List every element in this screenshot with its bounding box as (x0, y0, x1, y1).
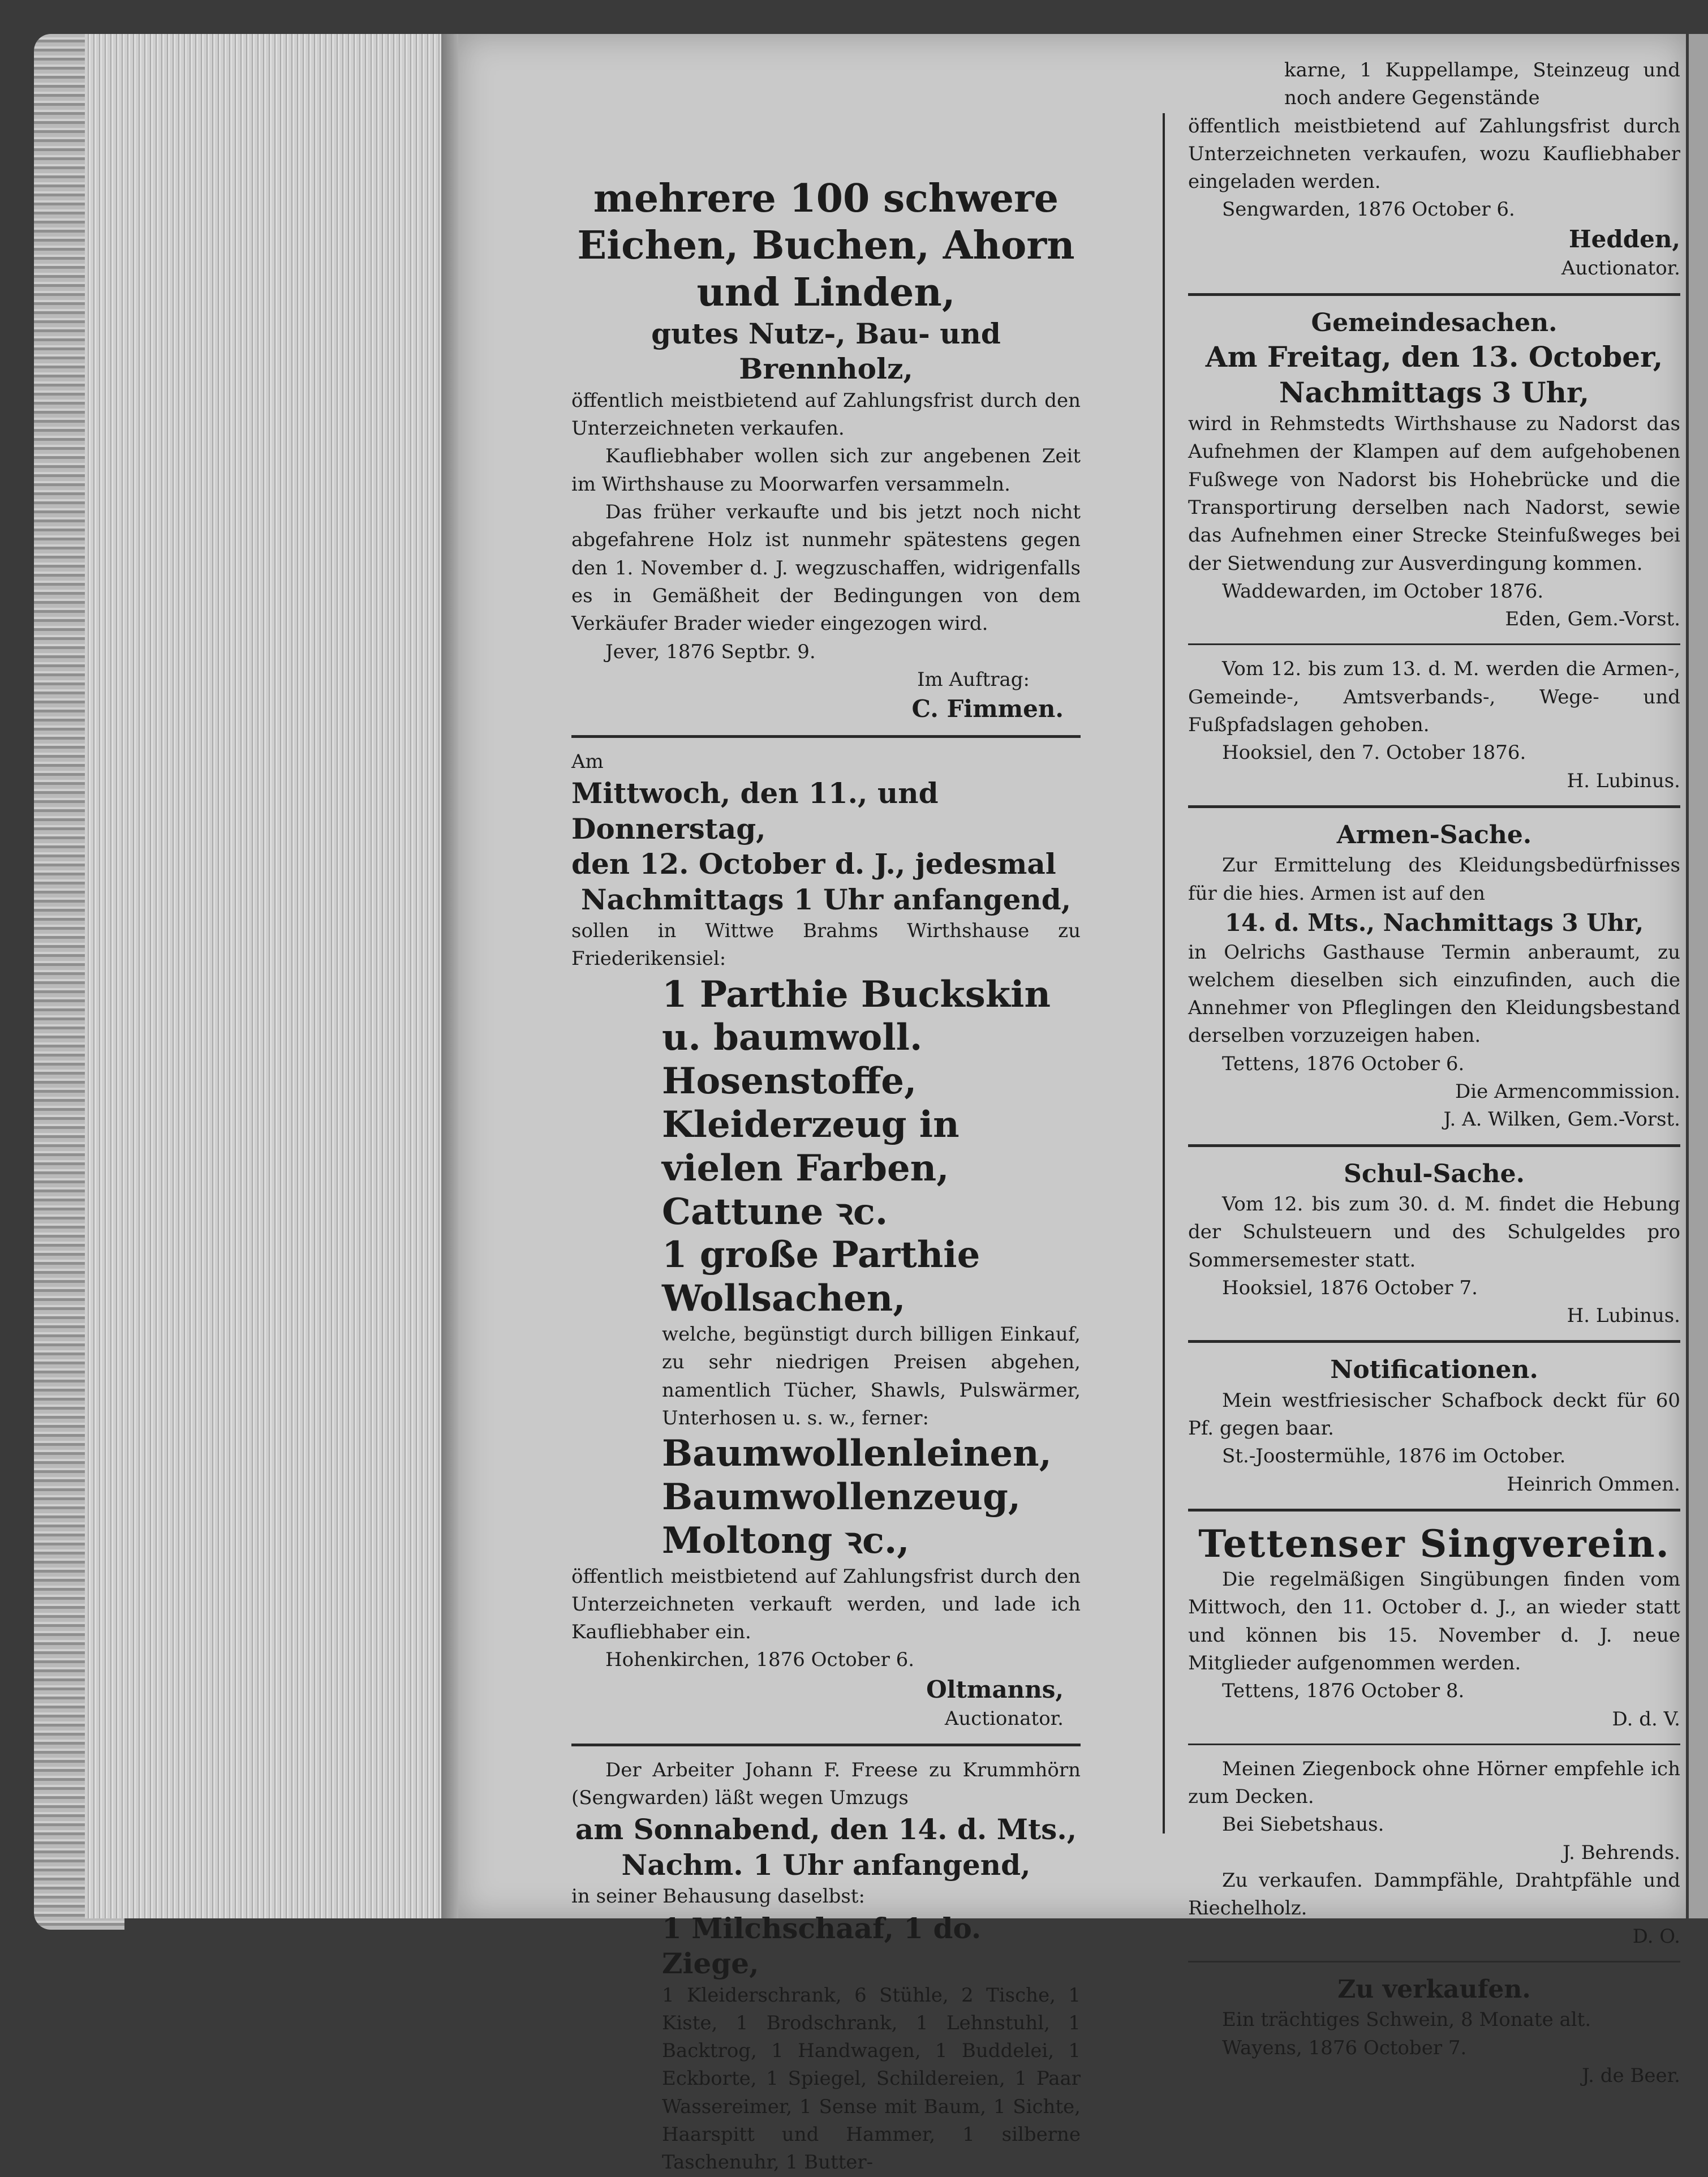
ad-body (571, 387, 1081, 725)
items-headline: 1 Milchschaaf, 1 do. Ziege, (662, 1911, 982, 1981)
paragraph: Das früher verkaufte und bis jetzt noch nicht abgefahrene Holz ist nunmehr spätestens gegen den 1. November d. J. wegzuschaffen, widrigenfalls es in Gemäßheit der Bedingungen von dem Verkäufer Brader wieder eingezogen wird. (571, 501, 1081, 636)
on-behalf: Im Auftrag: (917, 668, 1030, 691)
section-heading: Schul-Sache. (1344, 1159, 1525, 1188)
page-edges (85, 34, 447, 1918)
item-baumwolle: Baumwollenleinen, Baumwollenzeug, Moltong ꝛc., (662, 1432, 1052, 1562)
place-date: Sengwarden, 1876 October 6. (1222, 198, 1515, 221)
separator (1188, 293, 1680, 296)
notice-text: Zur Ermittelung des Kleidungsbedürfnisses für die hies. Armen ist auf den (1188, 854, 1680, 905)
right-column (1188, 57, 1680, 2090)
signature: Oltmanns, (926, 1675, 1064, 1703)
signature: C. Fimmen. (911, 695, 1064, 723)
section-heading: Notificationen. (1330, 1355, 1538, 1385)
subhead: gutes Nutz-, Bau- und Brennholz, (651, 316, 1001, 386)
time-line: Nachm. 1 Uhr anfangend, (621, 1848, 1031, 1882)
intro: Der Arbeiter Johann F. Freese zu Krummhörn (Sengwarden) läßt wegen Umzugs (571, 1758, 1081, 1809)
item-bucksin: 1 Parthie Buckskin u. baumwoll. Hosenstoffe, Kleiderzeug in vielen Farben, Cattune ꝛc. (662, 973, 1051, 1233)
notice-text: Vom 12. bis zum 13. d. M. werden die Armen-, Gemeinde-, Amtsverbands-, Wege- und Fußpfadslagen gehoben. (1188, 658, 1680, 737)
signature: Hedden, (1568, 225, 1680, 253)
column-divider (1163, 113, 1165, 1834)
intro: sollen in Wittwe Brahms Wirthshause zu Friederikensiel: (571, 920, 1081, 971)
signature: D. d. V. (1612, 1707, 1680, 1731)
role: Auctionator. (944, 1707, 1064, 1731)
signature: H. Lubinus. (1567, 769, 1680, 792)
date-line: Am Freitag, den 13. October, (1205, 340, 1663, 374)
paragraph: Kaufliebhaber wollen sich zur angebenen Zeit im Wirthshause zu Moorwarfen versammeln. (571, 445, 1081, 496)
household-auction-ad (571, 1757, 1081, 2177)
items-list: 1 Kleiderschrank, 6 Stühle, 2 Tische, 1 Kiste, 1 Brodschrank, 1 Lehnstuhl, 1 Backtrog, 1 Handwagen, 1 Buddelei, 1 Eckborte, 1 Spiegel, Schildereien, 1 Paar Wassereimer, 1 Sense mit Baum, 1 Sichte, Haarspitt und Hammer, 1 silberne Taschenuhr, 1 Butter- (662, 1983, 1081, 2174)
place-date: Tettens, 1876 October 8. (1222, 1680, 1465, 1703)
textile-auction-ad (571, 748, 1081, 1733)
date-line: 14. d. Mts., Nachmittags 3 Uhr, (1224, 908, 1644, 937)
notice-text: Zu verkaufen. Dammpfähle, Drahtpfähle und Riechelholz. (1188, 1869, 1680, 1920)
place-date: Waddewarden, im October 1876. (1222, 579, 1544, 603)
schwein-ad (1188, 1973, 1680, 2090)
role: Auctionator. (1561, 257, 1680, 280)
notice-text: Vom 12. bis zum 30. d. M. findet die Hebung der Schulsteuern und des Schulgeldes pro Sommersemester statt. (1188, 1192, 1680, 1272)
item-wollsachen-desc: welche, begünstigt durch billigen Einkauf, zu sehr niedrigen Preisen abgehen, namentlich Tücher, Shawls, Pulswärmer, Unterhosen u. s. w., ferner: (662, 1322, 1081, 1429)
place-date: St.-Joostermühle, 1876 im October. (1222, 1445, 1566, 1468)
notice-text: Meinen Ziegenbock ohne Hörner empfehle ich zum Decken. (1188, 1757, 1680, 1809)
place: Bei Siebetshaus. (1222, 1813, 1384, 1836)
notice-text: Mein westfriesischer Schafbock deckt für 60 Pf. gegen baar. (1188, 1389, 1680, 1440)
timber-auction-ad (571, 175, 1081, 725)
place-date: Hooksiel, 1876 October 7. (1222, 1276, 1478, 1299)
section-heading: Tettenser Singverein. (1198, 1522, 1670, 1566)
singverein-ad (1188, 1522, 1680, 1733)
item-wollsachen: 1 große Parthie Wollsachen, (662, 1234, 980, 1320)
armen-section (1188, 818, 1680, 1134)
signature: H. Lubinus. (1567, 1304, 1680, 1328)
notice-text: Ein trächtiges Schwein, 8 Monate alt. (1222, 2008, 1591, 2032)
place-date: Tettens, 1876 October 6. (1222, 1052, 1465, 1075)
signature: D. O. (1632, 1925, 1680, 1948)
cont-line: karne, 1 Kuppellampe, Steinzeug und noch andere Gegenstände (1284, 59, 1680, 110)
notice-text: wird in Rehmstedts Wirthshause zu Nadorst das Aufnehmen der Klampen auf dem aufgehobenen Fußwege von Nadorst bis Hohebrücke und die Transportirung derselben nach Nadorst, sewie das Aufnehmen einer Strecke Steinfußweges bei der Sietwendung zur Ausverdingung kommen. (1188, 413, 1680, 575)
paragraph: öffentlich meistbietend auf Zahlungsfrist durch den Unterzeichneten verkaufen. (571, 389, 1081, 440)
lagen-notice (1188, 655, 1680, 795)
am-label: Am (571, 750, 604, 773)
date-line: den 12. October d. J., jedesmal (571, 847, 1056, 881)
separator (1188, 1144, 1680, 1147)
notif-section (1188, 1353, 1680, 1498)
notice-text: Die regelmäßigen Singübungen finden vom Mittwoch, den 11. October d. J., an wieder statt und können bis 15. November d. J. neue Mitglieder aufgenommen werden. (1188, 1568, 1680, 1674)
headline-2: Eichen, Buchen, Ahorn (577, 222, 1075, 268)
separator (571, 735, 1081, 738)
place-date: Hohenkirchen, 1876 October 6. (605, 1648, 915, 1672)
place-date: Jever, 1876 Septbr. 9. (605, 640, 816, 663)
gemeinde-section (1188, 306, 1680, 634)
notice-text: in Oelrichs Gasthause Termin anberaumt, zu welchem dieselben sich einzufinden, auch die Annehmer von Pfleglingen den Kleidungsbestand derselben vorzuzeigen haben. (1188, 941, 1680, 1047)
separator (571, 1744, 1081, 1746)
ziegenbock-ad (1188, 1755, 1680, 1867)
signature: J. A. Wilken, Gem.-Vorst. (1443, 1108, 1680, 1131)
separator (1188, 1340, 1680, 1343)
signature: Eden, Gem.-Vorst. (1505, 608, 1680, 631)
section-heading: Armen-Sache. (1336, 820, 1532, 849)
location: in seiner Behausung daselbst: (571, 1885, 865, 1908)
auction-continued (1188, 57, 1680, 283)
section-heading: Zu verkaufen. (1337, 1974, 1531, 2004)
signature: Heinrich Ommen. (1507, 1472, 1680, 1496)
headline-3: und Linden, (696, 269, 956, 315)
separator (1188, 805, 1680, 808)
left-column (571, 57, 1081, 2177)
separator (1188, 1509, 1680, 1512)
time-line: Nachmittags 3 Uhr, (1279, 375, 1590, 409)
separator (1188, 1744, 1680, 1745)
place-date: Hooksiel, den 7. October 1876. (1222, 741, 1526, 765)
signature: J. de Beer. (1582, 2064, 1680, 2087)
dammpfaehle-ad (1188, 1867, 1680, 1951)
org: Die Armencommission. (1455, 1080, 1680, 1103)
closing: öffentlich meistbietend auf Zahlungsfrist durch den Unterzeichneten verkauft werden, und lade ich Kaufliebhaber ein. (571, 1565, 1081, 1644)
time-line: Nachmittags 1 Uhr anfangend, (580, 882, 1072, 916)
section-heading: Gemeindesachen. (1311, 308, 1558, 337)
newspaper-page (458, 34, 1686, 2174)
date-line: am Sonnabend, den 14. d. Mts., (575, 1813, 1077, 1847)
schul-section (1188, 1157, 1680, 1330)
next-page-edge (1689, 34, 1708, 1918)
separator (1188, 643, 1680, 645)
cont-line: öffentlich meistbietend auf Zahlungsfrist durch Unterzeichneten verkaufen, wozu Kaufliebhaber eingeladen werden. (1188, 114, 1680, 194)
headline-1: mehrere 100 schwere (593, 176, 1059, 221)
signature: J. Behrends. (1563, 1841, 1680, 1864)
separator (1188, 1961, 1680, 1963)
place-date: Wayens, 1876 October 7. (1222, 2036, 1467, 2059)
date-line: Mittwoch, den 11., und Donnerstag, (571, 776, 939, 845)
